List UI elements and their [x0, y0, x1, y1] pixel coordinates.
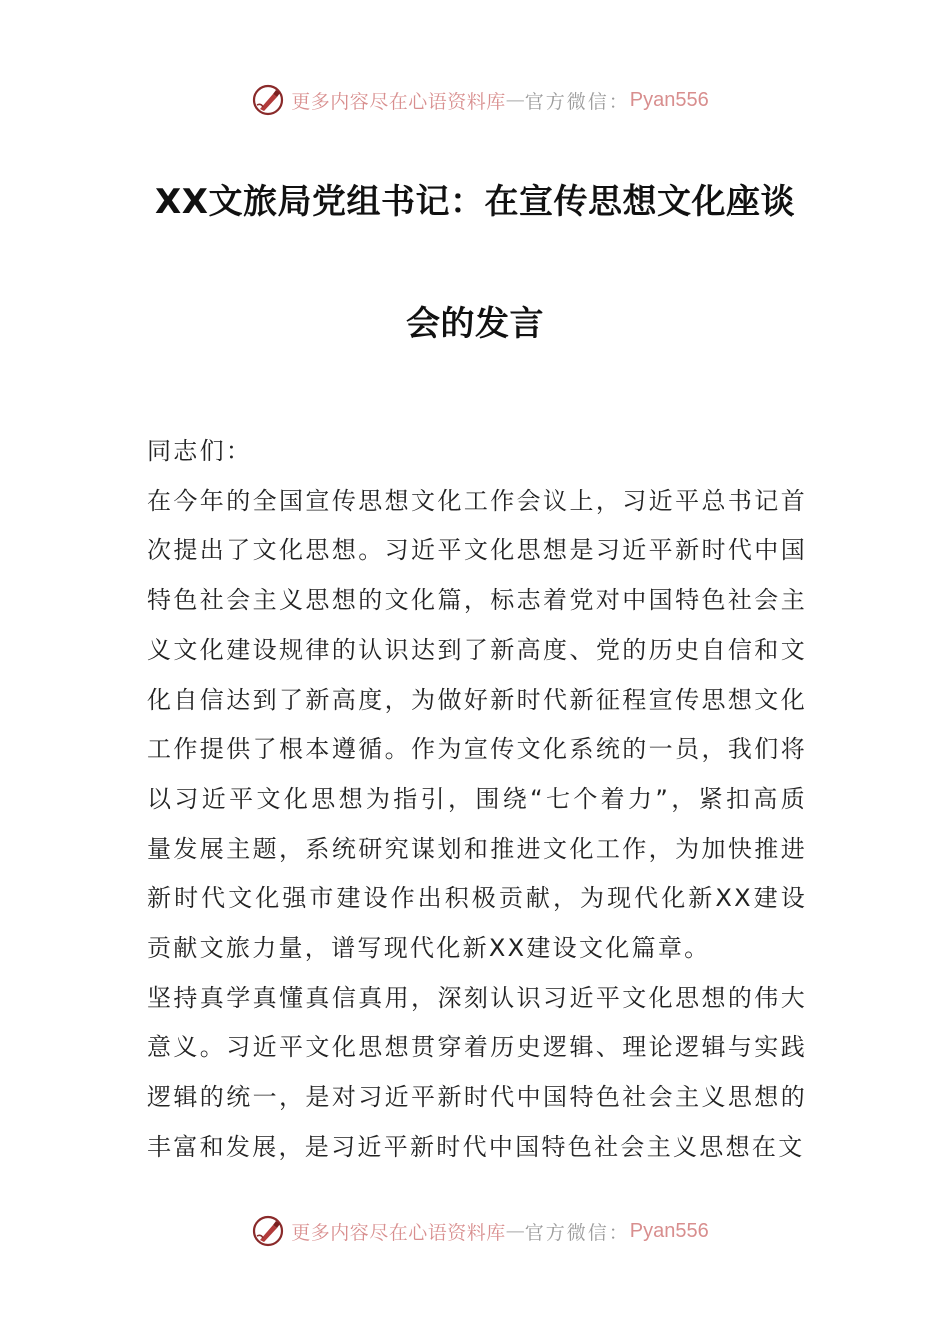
watermark-slogan: 更多内容尽在心语资料库 — [291, 90, 506, 113]
watermark-slogan: 更多内容尽在心语资料库 — [291, 1221, 506, 1244]
salutation-paragraph: 同志们： — [147, 437, 253, 465]
pen-nib-logo-icon — [251, 1214, 285, 1248]
watermark-wechat-id: Pyan556 — [629, 88, 709, 111]
watermark-dash: — — [505, 1220, 525, 1242]
header-watermark — [0, 80, 950, 120]
document-body — [147, 427, 807, 1173]
document-title-line-2: 会的发言 — [406, 304, 544, 344]
pen-nib-logo-icon — [251, 83, 285, 117]
footer-watermark — [0, 1211, 950, 1251]
watermark-dash: — — [505, 89, 525, 111]
body-paragraph: 在今年的全国宣传思想文化工作会议上，习近平总书记首次提出了文化思想。习近平文化思想是习近平新时代中国特色社会主义思想的文化篇，标志着党对中国特色社会主义文化建设规律的认识达到了新高度、党的历史自信和文化自信达到了新高度，为做好新时代新征程宣传思想文化工作提供了根本遵循。作为宣传文化系统的一员，我们将以习近平文化思想为指引，围绕“七个着力”，紧扣高质量发展主题，系统研究谋划和推进文化工作，为加快推进新时代文化强市建设作出积极贡献，为现代化新XX建设贡献文旅力量，谱写现代化新XX建设文化篇章。 — [147, 486, 807, 963]
watermark-wechat-label: 官方微信： — [524, 1221, 630, 1244]
body-paragraph: 坚持真学真懂真信真用，深刻认识习近平文化思想的伟大意义。习近平文化思想贯穿着历史逻辑、理论逻辑与实践逻辑的统一，是对习近平新时代中国特色社会主义思想的丰富和发展，是习近平新时代中国特色社会主义思想在文 — [147, 983, 807, 1161]
watermark-wechat-label: 官方微信： — [524, 90, 630, 113]
watermark-wechat-id: Pyan556 — [629, 1219, 709, 1242]
document-title-line-1: XX文旅局党组书记：在宣传思想文化座谈 — [155, 182, 795, 222]
